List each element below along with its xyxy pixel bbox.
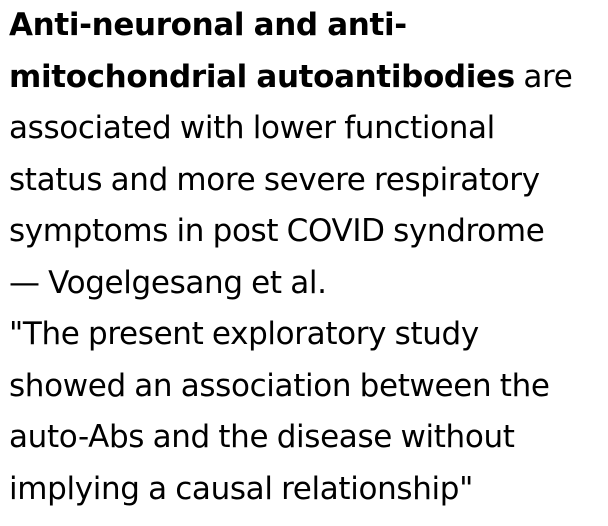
headline-line-1	[9, 0, 604, 52]
headline-bold-text-1: Anti-neuronal and anti-	[9, 7, 407, 43]
headline-regular-text-2: are	[514, 58, 573, 95]
headline-bold-text-2: mitochondrial autoantibodies	[9, 58, 515, 95]
headline-line-2	[9, 52, 604, 104]
quote-line-4: implying a causal relationship"	[9, 470, 474, 507]
quote-line-1: "The present exploratory study	[9, 316, 479, 352]
quote-line-3: auto-Abs and the disease without	[9, 419, 515, 455]
author-attribution: — Vogelgesang et al.	[9, 264, 327, 301]
quote-line-2: showed an association between the	[9, 367, 550, 404]
headline-line-4: status and more severe respiratory	[9, 161, 540, 198]
headline-line-3: associated with lower functional	[9, 110, 495, 146]
headline-line-5: symptoms in post COVID syndrome	[9, 213, 545, 249]
post-text	[9, 0, 604, 515]
